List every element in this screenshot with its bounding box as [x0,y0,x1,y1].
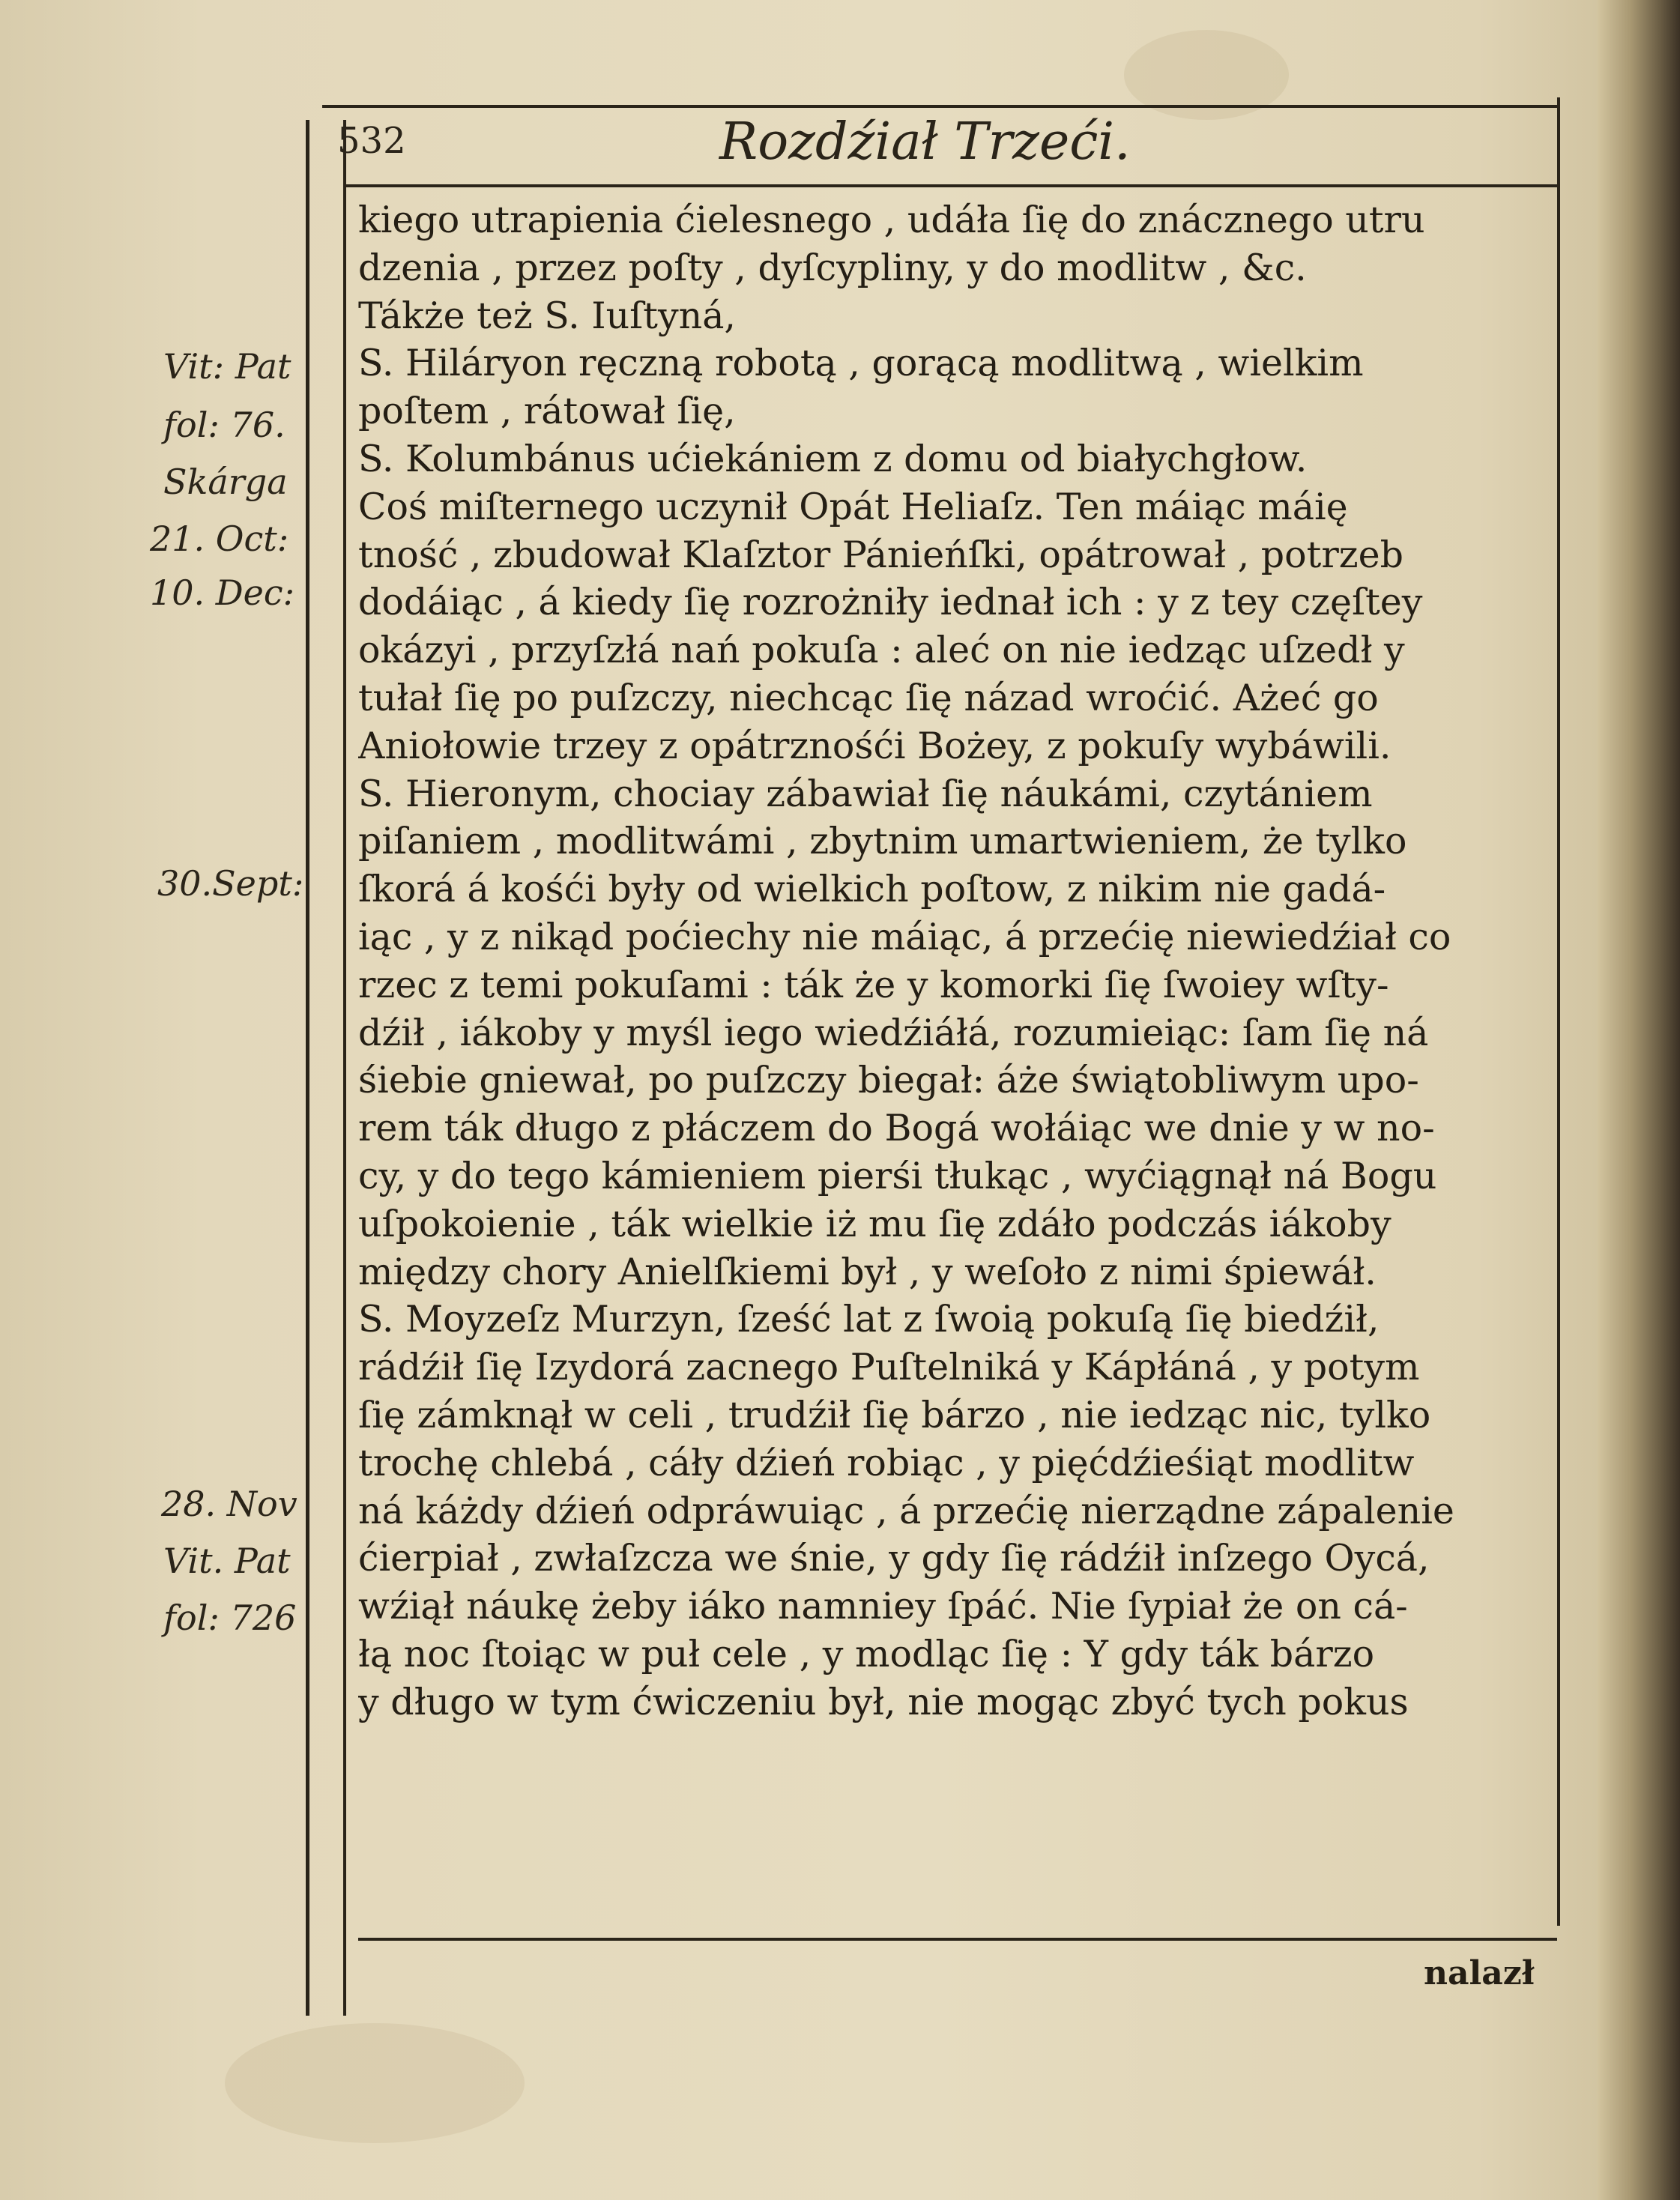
paper-stain [225,2023,525,2143]
frame-rule-left-inner [343,120,346,2016]
text-line: tność , zbudował Klaſztor Pánieńſki, opátrował , potrzeb [358,533,1403,576]
frame-rule-bottom [358,1938,1557,1941]
text-line: Aniołowie trzey z opátrznośći Bożey, z pokuſy wybáwili. [358,724,1392,767]
binding-gutter [1598,0,1680,2200]
text-line: dodáiąc , á kiedy ſię rozrożniły iednał ich : y z tey częſtey [358,581,1423,624]
text-line: iąc , y z nikąd poćiechy nie máiąc, á przećię niewiedźiał co [358,915,1451,958]
text-line: śiebie gniewał, po puſzczy biegał: áże świątobliwym upo- [358,1059,1419,1102]
margin-note: 21. Oct: [150,519,289,559]
text-line: dzenia , przez poſty , dyſcypliny, y do modlitw , &c. [358,246,1307,289]
text-line: rádźił ſię Izydorá zacnego Puſtelniká y Kápłáná , y potym [358,1346,1420,1389]
body-text [358,196,1554,1726]
text-line: okázyi , przyſzłá nań pokuſa : aleć on nie iedząc uſzedł y [358,629,1405,672]
header-rule [345,184,1559,187]
catchword: nalazł [1424,1954,1535,1992]
text-line: rzec z temi pokuſami : ták że y komorki ſię ſwoiey wſty- [358,963,1389,1006]
margin-note: Skárga [163,462,288,502]
text-line: piſaniem , modlitwámi , zbytnim umartwieniem, że tylko [358,820,1407,863]
page-number: 532 [337,120,406,162]
text-line: tułał ſię po puſzczy, niechcąc ſię názad wroćić. Ażeć go [358,676,1379,719]
text-line: kiego utrapienia ćielesnego , udáła ſię do znácznego utru [358,199,1425,241]
frame-rule-right [1557,97,1560,1926]
margin-note: fol: 76. [163,405,285,445]
text-line: poſtem , rátował ſię, [358,390,736,433]
margin-note: 28. Nov [161,1484,297,1524]
running-head: Rozdźiał Trzeći. [719,112,1131,172]
text-line: ćierpiał , zwłaſzcza we śnie, y gdy ſię rádźił inſzego Oycá, [358,1537,1430,1580]
text-line: ná káżdy dźień odpráwuiąc , á przećię nierządne zápalenie [358,1489,1454,1532]
text-line: dźił , iákoby y myśl iego wiedźiáłá, rozumieiąc: ſam ſię ná [358,1011,1429,1054]
frame-rule-top [322,105,1559,108]
text-line: łą noc ſtoiąc w puł cele , y modląc ſię : Y gdy ták bárzo [358,1632,1375,1675]
text-line: ſię zámknął w celi , trudźił ſię bárzo , nie iedząc nic, tylko [358,1393,1431,1436]
frame-rule-left-outer [306,120,309,2016]
text-line: Tákże też S. Iuſtyná, [358,294,736,337]
text-line: cy, y do tego kámieniem pierśi tłukąc , wyćiągnął ná Bogu [358,1154,1437,1197]
text-line: między chory Anielſkiemi był , y weſoło z nimi śpiewáł. [358,1250,1377,1293]
margin-note: 10. Dec: [150,572,295,613]
text-line: S. Hieronym, chociay zábawiał ſię náukámi, czytániem [358,772,1373,815]
text-line: trochę chlebá , cáły dźień robiąc , y pięćdźieśiąt modlitw [358,1441,1415,1484]
margin-note: Vit: Pat [163,346,291,387]
text-line: S. Moyzeſz Murzyn, ſześć lat z ſwoią pokuſą ſię biedźił, [358,1298,1380,1341]
text-line: y długo w tym ćwiczeniu był, nie mogąc zbyć tych pokus [358,1680,1409,1723]
text-line: S. Hiláryon ręczną robotą , gorącą modlitwą , wielkim [358,342,1364,385]
margin-note: fol: 726 [163,1598,297,1638]
text-line: wźiął náukę żeby iáko namniey ſpáć. Nie ſypiał że on cá- [358,1585,1408,1628]
margin-note: Vit. Pat [163,1541,291,1581]
margin-note: 30.Sept: [157,863,304,904]
text-line: rem ták długo z płáczem do Bogá wołáiąc we dnie y w no- [358,1107,1435,1150]
text-line: Coś miſternego uczynił Opát Heliaſz. Ten máiąc máię [358,485,1348,528]
text-line: uſpokoienie , ták wielkie iż mu ſię zdáło podczás iákoby [358,1202,1392,1245]
text-line: S. Kolumbánus ućiekániem z domu od białychgłow. [358,437,1308,480]
text-line: ſkorá á kośći były od wielkich poſtow, z nikim nie gadá- [358,868,1386,911]
